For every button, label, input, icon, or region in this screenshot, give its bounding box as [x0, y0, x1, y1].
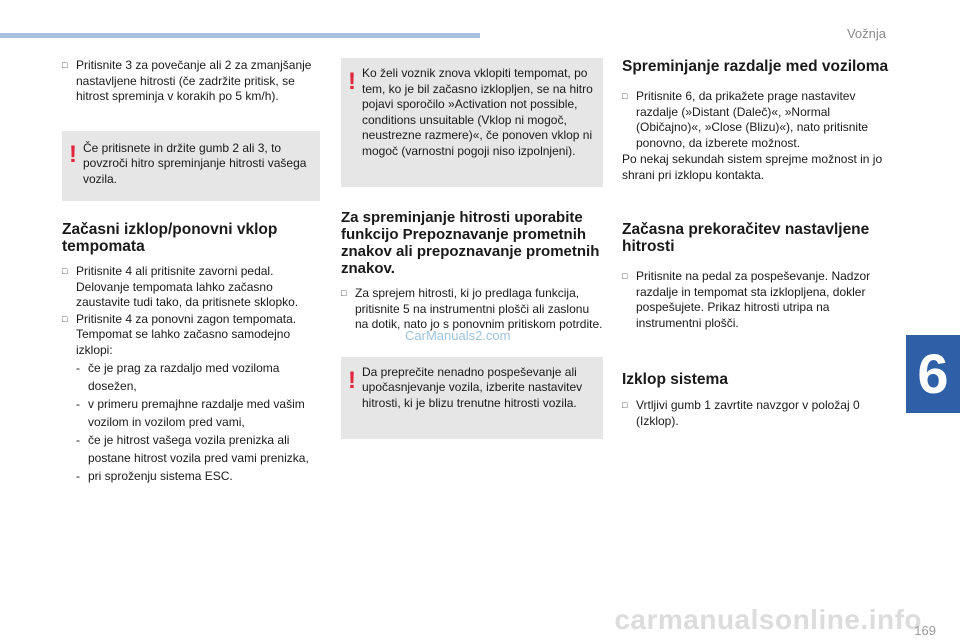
dash-item-4: - pri sproženju sistema ESC.	[62, 467, 320, 485]
bullet-distance: □ Pritisnite 6, da prikažete prage nastavitev razdalje (»Distant (Daleč)«, »Normal (Običajno)«, »Close (Blizu)«), nato pritisnite ponovno, da izberete možnost.	[622, 89, 890, 151]
bullet-disable: □ Pritisnite 4 ali pritisnite zavorni pedal. Delovanje tempomata lahko začasno zaustavite tudi tako, da pritisnete sklopko.	[62, 264, 320, 311]
column-3	[622, 58, 890, 430]
bullet-system-off: □ Vrtljivi gumb 1 zavrtite navzgor v položaj 0 (Izklop).	[622, 398, 890, 429]
watermark-url: carmanualsonline.info	[614, 604, 922, 635]
warning-note-2-text: Ko želi voznik znova vklopiti tempomat, po tem, ko je bil začasno izklopljen, se na hitro pojavi sporočilo »Activation not possible, conditions unsuitable (Vklop ni mogoč, neustrezne razmere)«, če ponoven vklop ni mogoč (varnostni pogoji niso izpolnjeni).	[362, 66, 593, 158]
column-1	[62, 58, 320, 485]
bullet-accept-speed: □ Za sprejem hitrosti, ki jo predlaga funkcija, pritisnite 5 na instrumentni plošči ali zaslonu na dotik, nato jo s ponovnim pritiskom potrdite.	[341, 286, 603, 333]
chapter-number-tab: 6	[906, 335, 960, 413]
dash-item-1: - če je prag za razdaljo med voziloma dosežen,	[62, 359, 320, 395]
watermark-mid: CarManuals2.com	[405, 328, 511, 343]
warning-note-2	[341, 58, 603, 187]
warning-note-3	[341, 357, 603, 440]
dash-item-3: - če je hitrost vašega vozila prenizka ali postane hitrost vozila pred vami prenizka,	[62, 431, 320, 467]
warning-note-1	[62, 131, 320, 202]
heading-override: Začasna prekoračitev nastavljene hitrosti	[622, 221, 870, 255]
warning-note-3-text: Da preprečite nenadno pospeševanje ali upočasnjevanje vozila, izberite nastavitev hitrosti, ki je blizu trenutne hitrosti vozila.	[362, 364, 583, 410]
column-2	[341, 58, 603, 439]
section-title: Vožnja	[846, 26, 886, 41]
bullet-override: □ Pritisnite na pedal za pospeševanje. Nadzor razdalje in tempomat sta izklopljena, dokler pospešujete. Prikaz hitrosti utripa na instrumentni plošči.	[622, 269, 890, 331]
warning-exclamation-icon: !	[348, 366, 356, 394]
header-accent-bar	[0, 33, 480, 38]
warning-note-1-text: Če pritisnete in držite gumb 2 ali 3, to povzroči hitro spreminjanje hitrosti vašega vozila.	[83, 140, 307, 186]
intro-bullet: □ Pritisnite 3 za povečanje ali 2 za zmanjšanje nastavljene hitrosti (če zadržite pritisk, se hitrost spreminja v korakih po 5 km/h).	[62, 58, 320, 105]
bullet-reenable: □ Pritisnite 4 za ponovni zagon tempomata. Tempomat se lahko začasno samodejno izklopi:	[62, 312, 320, 359]
warning-exclamation-icon: !	[348, 68, 356, 95]
warning-exclamation-icon: !	[69, 140, 77, 168]
heading-system-off: Izklop sistema	[622, 371, 728, 388]
page-number: 169	[914, 623, 936, 638]
heading-speed-sign: Za spreminjanje hitrosti uporabite funkcijo Prepoznavanje prometnih znakov ali prepoznavanje prometnih znakov.	[341, 209, 600, 277]
heading-temporary-disable: Začasni izklop/ponovni vklop tempomata	[62, 221, 278, 255]
para-distance-saved: Po nekaj sekundah sistem sprejme možnost in jo shrani pri izklopu kontakta.	[622, 152, 883, 182]
heading-distance: Spreminjanje razdalje med voziloma	[622, 58, 889, 75]
dash-item-2: - v primeru premajhne razdalje med vašim vozilom in vozilom pred vami,	[62, 395, 320, 431]
